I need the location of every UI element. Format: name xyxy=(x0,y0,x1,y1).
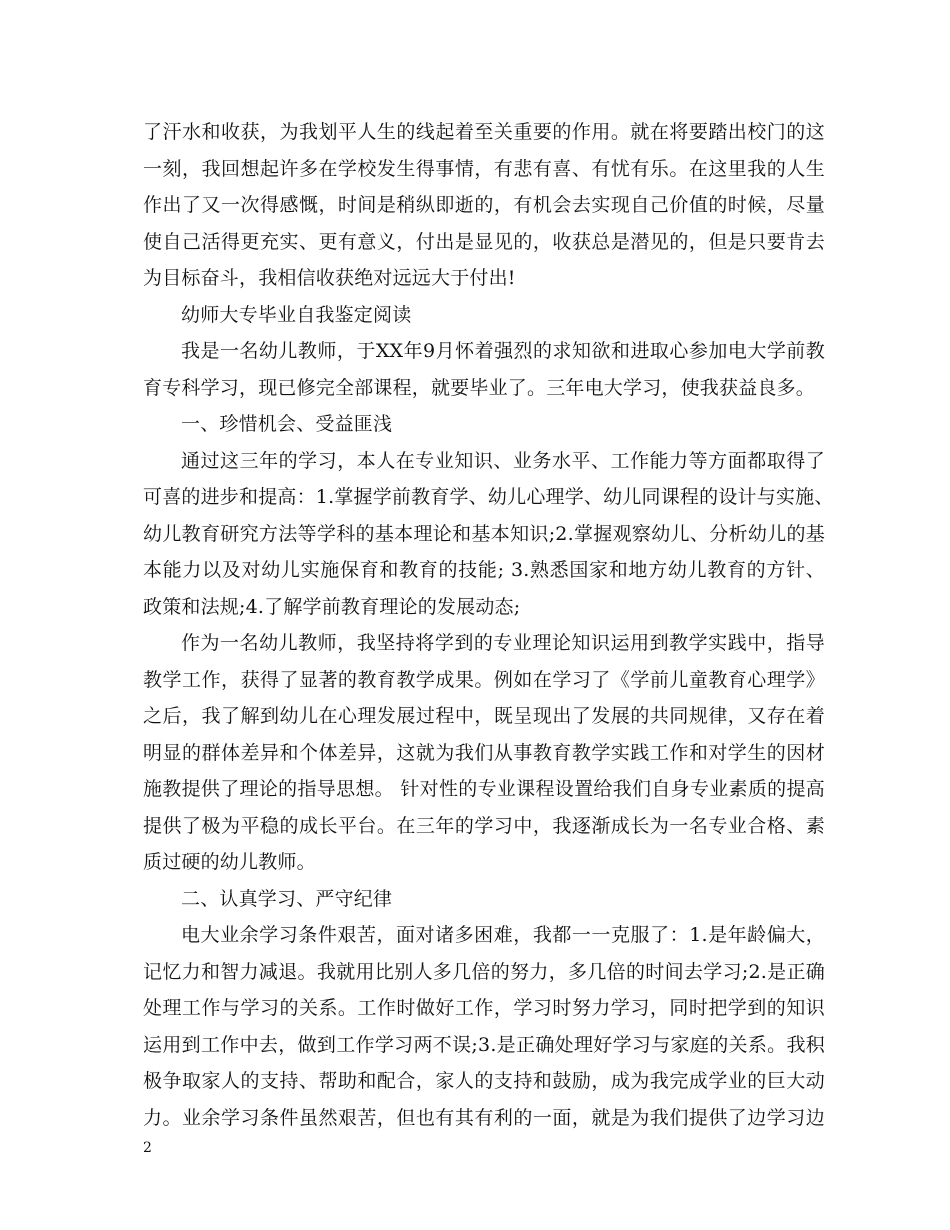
paragraph-first-line: 通过这三年的学习，本人在专业知识、业务水平、工作能力等方面都取得了 xyxy=(181,449,825,472)
paragraph-line: 运用到工作中去，做到工作学习两不误;3.是正确处理好学习与家庭的关系。我积 xyxy=(143,1033,825,1056)
paragraph-line: 一刻，我回想起许多在学校发生得事情，有悲有喜、有忧有乐。在这里我的人生 xyxy=(143,157,825,180)
paragraph-line: 使自己活得更充实、更有意义，付出是显见的，收获总是潜见的，但是只要肯去 xyxy=(143,230,825,253)
paragraph-line: 教学工作，获得了显著的教育教学成果。例如在学习了《学前儿童教育心理学》 xyxy=(143,668,825,691)
paragraph-last-line: 为目标奋斗，我相信收获绝对远远大于付出! xyxy=(143,267,516,289)
section-heading: 二、认真学习、严守纪律 xyxy=(181,887,393,910)
paragraph-line: 提供了极为平稳的成长平台。在三年的学习中，我逐渐成长为一名专业合格、素 xyxy=(143,814,825,837)
paragraph-line: 明显的群体差异和个体差异，这就为我们从事教育教学实践工作和对学生的因材 xyxy=(143,741,825,764)
paragraph-line: 本能力以及对幼儿实施保育和教育的技能; 3.熟悉国家和地方幼儿教育的方针、 xyxy=(143,559,825,581)
paragraph-first-line: 我是一名幼儿教师，于XX年9月怀着强烈的求知欲和进取心参加电大学前教 xyxy=(181,340,825,362)
paragraph-line: 力。业余学习条件虽然艰苦，但也有其有利的一面，就是为我们提供了边学习边 xyxy=(143,1106,825,1129)
document-body xyxy=(143,114,834,1136)
paragraph-line: 记忆力和智力减退。我就用比别人多几倍的努力，多几倍的时间去学习;2.是正确 xyxy=(143,960,825,983)
paragraph-line: 处理工作与学习的关系。工作时做好工作，学习时努力学习，同时把学到的知识 xyxy=(143,997,825,1019)
paragraph-line: 极争取家人的支持、帮助和配合，家人的支持和鼓励，成为我完成学业的巨大动 xyxy=(143,1070,825,1092)
paragraph-line: 可喜的进步和提高：1.掌握学前教育学、幼儿心理学、幼儿同课程的设计与实施、 xyxy=(143,486,834,508)
paragraph-last-line: 育专科学习，现已修完全部课程，就要毕业了。三年电大学习，使我获益良多。 xyxy=(143,376,816,399)
page-number: 2 xyxy=(143,1140,152,1156)
section-heading: 一、珍惜机会、受益匪浅 xyxy=(181,413,393,435)
paragraph-last-line: 质过硬的幼儿教师。 xyxy=(143,851,316,873)
section-heading: 幼师大专毕业自我鉴定阅读 xyxy=(181,303,412,326)
paragraph-line: 作出了又一次得感慨，时间是稍纵即逝的，有机会去实现自己价值的时候，尽量 xyxy=(143,194,825,216)
paragraph-last-line: 政策和法规;4.了解学前教育理论的发展动态; xyxy=(143,595,521,618)
paragraph-first-line: 作为一名幼儿教师，我坚持将学到的专业理论知识运用到教学实践中，指导 xyxy=(181,632,825,654)
paragraph-first-line: 电大业余学习条件艰苦，面对诸多困难，我都一一克服了：1.是年龄偏大， xyxy=(181,924,825,946)
paragraph-line: 之后，我了解到幼儿在心理发展过程中，既呈现出了发展的共同规律，又存在着 xyxy=(143,705,825,727)
paragraph-line: 幼儿教育研究方法等学科的基本理论和基本知识;2.掌握观察幼儿、分析幼儿的基 xyxy=(143,522,825,545)
paragraph-line: 施教提供了理论的指导思想。 针对性的专业课程设置给我们自身专业素质的提高 xyxy=(143,778,825,800)
paragraph-line: 了汗水和收获，为我划平人生的线起着至关重要的作用。就在将要踏出校门的这 xyxy=(143,121,825,143)
